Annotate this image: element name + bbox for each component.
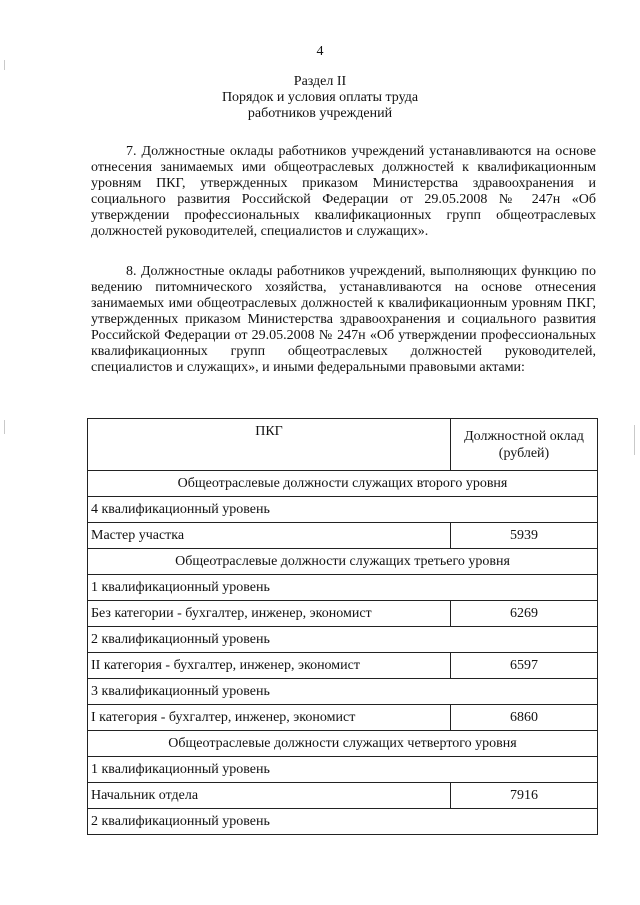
table-row [88, 653, 598, 679]
paragraph-7: 7. Должностные оклады работников учреждений устанавливаются на основе отнесения занимаемых ими общеотраслевых должностей к квалификационным уровням ПКГ, утвержденных приказом Министерства здравоохранения и социального развития Российской Федерации от 29.05.2008 № 247н «Об утверждении профессиональных квалификационных групп общеотраслевых должностей руководителей, специалистов и служащих». [91, 144, 596, 239]
header-salary-label: Должностной оклад [464, 428, 584, 444]
table-body [88, 471, 598, 835]
header-pkg: ПКГ [88, 419, 451, 471]
table-row [88, 523, 598, 549]
qualification-level: 3 квалификационный уровень [88, 679, 598, 705]
table-row [88, 705, 598, 731]
margin-mark-left-1 [4, 60, 5, 70]
table-row-level [88, 575, 598, 601]
header-salary-unit: (рублей) [498, 445, 550, 461]
table-row [88, 783, 598, 809]
table-header-row [88, 419, 598, 471]
position-name: I категория - бухгалтер, инженер, экономист [88, 705, 451, 731]
position-name: Без категории - бухгалтер, инженер, экономист [88, 601, 451, 627]
qualification-level: 4 квалификационный уровень [88, 497, 598, 523]
qualification-level: 1 квалификационный уровень [88, 575, 598, 601]
salary-amount: 5939 [451, 523, 598, 549]
table-row-group [88, 471, 598, 497]
margin-mark-left-2 [4, 420, 5, 434]
qualification-level: 2 квалификационный уровень [88, 627, 598, 653]
section-title: Раздел II [293, 74, 347, 89]
table-row-level [88, 497, 598, 523]
margin-mark-right-1 [634, 425, 635, 455]
table-row-level [88, 757, 598, 783]
salary-table [87, 418, 598, 835]
salary-amount: 7916 [451, 783, 598, 809]
section-heading [0, 74, 640, 122]
salary-amount: 6269 [451, 601, 598, 627]
position-name: Мастер участка [88, 523, 451, 549]
qualification-level: 2 квалификационный уровень [88, 809, 598, 835]
paragraph-8: 8. Должностные оклады работников учреждений, выполняющих функцию по ведению питомнического хозяйства, устанавливаются на основе отнесения занимаемых ими общеотраслевых должностей к квалификационным уровням ПКГ, утвержденных приказом Министерства здравоохранения и социального развития Российской Федерации от 29.05.2008 № 247н «Об утверждении профессиональных квалификационных групп общеотраслевых должностей руководителей, специалистов и служащих», и иными федеральными правовыми актами: [91, 264, 596, 375]
page-number: 4 [316, 44, 324, 59]
group-title: Общеотраслевые должности служащих четвертого уровня [88, 731, 598, 757]
salary-amount: 6597 [451, 653, 598, 679]
position-name: II категория - бухгалтер, инженер, экономист [88, 653, 451, 679]
group-title: Общеотраслевые должности служащих второго уровня [88, 471, 598, 497]
table-row-group [88, 731, 598, 757]
table-row-level [88, 679, 598, 705]
table-row-level [88, 809, 598, 835]
table-row-level [88, 627, 598, 653]
salary-amount: 6860 [451, 705, 598, 731]
section-subtitle: Порядок и условия оплаты труда [221, 90, 419, 105]
header-salary [451, 419, 598, 471]
qualification-level: 1 квалификационный уровень [88, 757, 598, 783]
group-title: Общеотраслевые должности служащих третьего уровня [88, 549, 598, 575]
position-name: Начальник отдела [88, 783, 451, 809]
section-subtitle-continued: работников учреждений [247, 106, 393, 121]
table-row-group [88, 549, 598, 575]
table-row [88, 601, 598, 627]
